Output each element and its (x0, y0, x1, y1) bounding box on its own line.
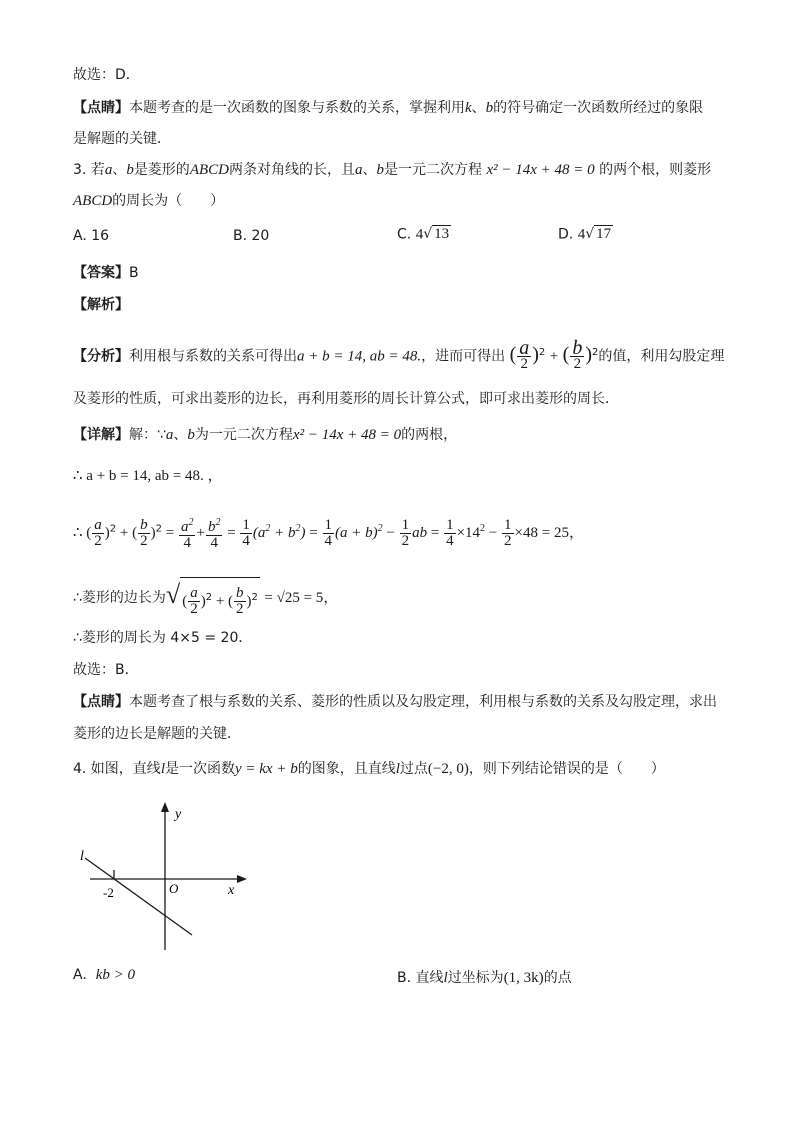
x-axis-arrow (237, 875, 247, 883)
prev-comment-line2: 是解题的关键． (73, 131, 171, 147)
tick-label: -2 (103, 885, 114, 900)
q4-option-a: A. kb > 0 (73, 967, 135, 983)
answer-value: B (129, 265, 139, 281)
comment-tag: 【点睛】 (73, 100, 129, 116)
q3-option-d: D. 4√ 17 (558, 226, 612, 243)
answer-line: 【答案】B (73, 265, 139, 281)
y-label: y (175, 807, 182, 822)
q3-stem-line1: 3. 若a、b是菱形的ABCD两条对角线的长，且a、b是一元二次方程 x² − 14x + 48 = 0 的两个根，则菱形 (73, 162, 712, 178)
xiangjie-line3: ∴ ( $\frac{a}{2}$ )$^2$ + ( $\frac{b}{2}$ )$^2$ = $\frac{a^2}{4}$ + $\frac{b^2}{4}$ = $\frac{1}{4}$ $(a^2 + b^2)$ = $\frac{1}{4}$ $(a + b)^2$ − $\frac{1}{2}$ ab = $\frac{1}{4}$ $\times 14^2$ − $\frac{1}{2}$ ×48 = 25， (73, 516, 584, 551)
xiangjie-line4: ∴菱形的边长为√ ( $\frac{a}{2}$ )$^2$ + ( $\frac{b}{2}$ )$^2$ = √25 = 5， (73, 575, 338, 621)
q3-option-c: C. 4√ 13 (397, 226, 450, 243)
prev-answer: 故选：D． (73, 67, 140, 83)
q3-option-a: A. 16 (73, 228, 110, 244)
xiangjie-line2: ∴ a + b = 14, ab = 48. ， (73, 468, 223, 484)
analysis-heading: 【解析】 (73, 297, 129, 313)
q3-option-b: B. 20 (233, 228, 270, 244)
q4-option-b: B. 直线l过坐标为(1, 3k)的点 (397, 970, 572, 986)
origin-label: O (169, 881, 179, 896)
prev-comment-line1: 【点睛】本题考查的是一次函数的图象与系数的关系，掌握利用k、b的符号确定一次函数所经过的象限 (73, 100, 704, 116)
q4-stem: 4. 如图，直线l是一次函数y = kx + b的图象，且直线l过点(−2, 0)，则下列结论错误的是（ ） (73, 761, 665, 777)
xiangjie-line1: 【详解】解：∵a、b为一元二次方程x² − 14x + 48 = 0的两根， (73, 427, 458, 443)
xiangjie-choose: 故选：B． (73, 662, 139, 678)
fenxi-line2: 及菱形的性质，可求出菱形的边长，再利用菱形的周长计算公式，即可求出菱形的周长． (73, 391, 619, 407)
line-label: l (80, 849, 84, 864)
line-graph (75, 800, 255, 960)
xiangjie-line5: ∴菱形的周长为 4×5 = 20． (73, 630, 253, 646)
q3-equation: x² − 14x + 48 = 0 (486, 162, 595, 178)
fenxi-line1: 【分析】利用根与系数的关系可得出a + b = 14, ab = 48.，进而可得出 ( $\frac{a}{2}$ )$^2$ + ( $\frac{b}{2}$ )$^2$的值，利用勾股定理 (73, 337, 725, 373)
dianjing-line2: 菱形的边长是解题的关键． (73, 726, 241, 742)
dianjing-line1: 【点睛】本题考查了根与系数的关系、菱形的性质以及勾股定理，利用根与系数的关系及勾股定理，求出 (73, 694, 717, 710)
q3-stem-line2: ABCD的周长为（ ） (73, 193, 225, 209)
x-label: x (228, 883, 235, 898)
y-axis-arrow (161, 802, 169, 812)
line-l (85, 858, 192, 935)
